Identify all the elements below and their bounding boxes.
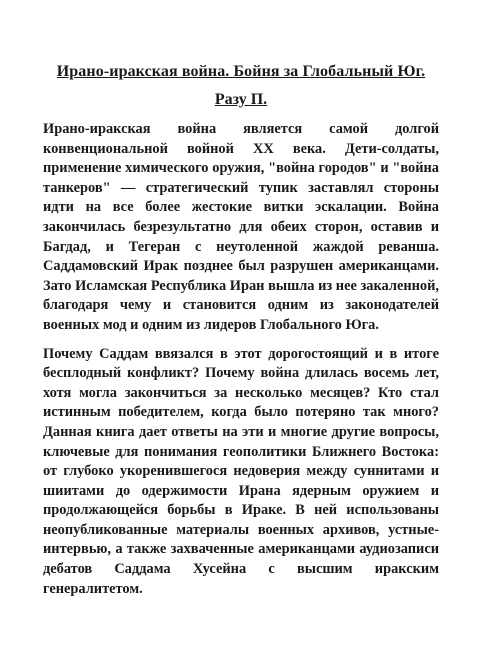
paragraph-intro: Ирано-иракская война является самой долгой конвенциональной войной XX века. Дети-солдаты, применение химического оружия, "война городов" и "война танкеров" — стратегический тупик заставлял стороны идти на все более жестокие витки эскалации. Война закончилась безрезультатно для обеих сторон, оставив и Багдад, и Тегеран с неутоленной жаждой реванша. Саддамовский Ирак позднее был разрушен американцами. Зато Исламская Республика Иран вышла из нее закаленной, благодаря чему и становится одним из законодателей военных мод и одним из лидеров Глобального Юга.	[43, 121, 439, 333]
paragraph-questions: Почему Саддам ввязался в этот дорогостоящий и в итоге бесплодный конфликт? Почему война длилась восемь лет, хотя могла закончиться за несколько месяцев? Кто стал истинным победителем, когда было потеряно так много? Данная книга дает ответы на эти и многие другие вопросы, ключевые для понимания геополитики Ближнего Востока: от глубоко укоренившегося недоверия между суннитами и шиитами до одержимости Ирана ядерным оружием и продолжающейся борьбы в Ираке. В ней использованы неопубликованные материалы военных архивов, устные-интервью, а также захваченные американцами аудиозаписи дебатов Саддама Хусейна с высшим иракским генералитетом.	[43, 345, 439, 597]
document-title: Ирано-иракская война. Бойня за Глобальный Юг.	[56, 63, 426, 80]
document-page	[43, 62, 439, 599]
document-author: Разу П.	[214, 91, 268, 108]
